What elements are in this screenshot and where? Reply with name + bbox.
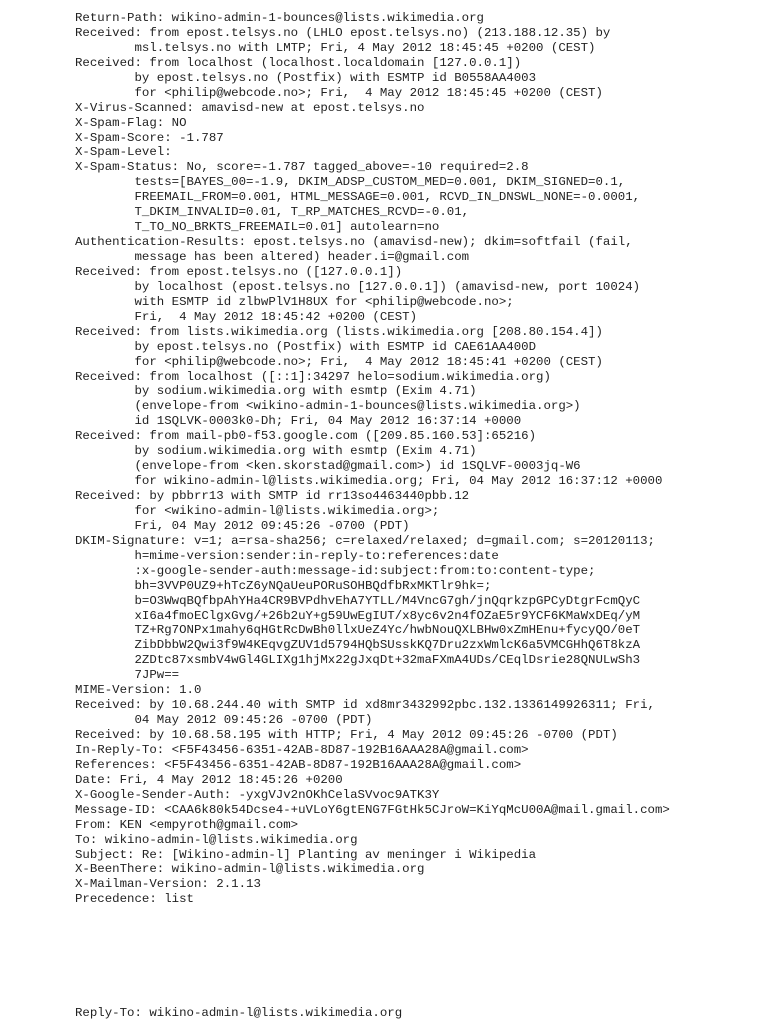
header-line: Fri, 4 May 2012 18:45:42 +0200 (CEST) — [75, 309, 418, 324]
header-line: FREEMAIL_FROM=0.001, HTML_MESSAGE=0.001, RCVD_IN_DNSWL_NONE=-0.0001, — [75, 190, 641, 205]
header-line: (envelope-from <ken.skorstad@gmail.com>) id 1SQLVF-0003jq-W6 — [75, 459, 581, 474]
header-line: 7JPw== — [75, 668, 180, 683]
header-line: 2ZDtc87xsmbV4wGl4GLIXg1hjMx22gJxqDt+32maFXmA4UDs/CEqlDsrie28QNULwSh3 — [75, 653, 641, 668]
header-line: Received: from localhost ([::1]:34297 helo=sodium.wikimedia.org) — [75, 369, 551, 384]
header-line: Authentication-Results: epost.telsys.no (amavisd-new); dkim=softfail (fail, — [75, 235, 633, 250]
header-line: id 1SQLVK-0003k0-Dh; Fri, 04 May 2012 16:37:14 +0000 — [75, 414, 522, 429]
header-line: In-Reply-To: <F5F43456-6351-42AB-8D87-192B16AAA28A@gmail.com> — [75, 742, 529, 757]
header-line: with ESMTP id zlbwPlV1H8UX for <philip@webcode.no>; — [75, 294, 514, 309]
header-line: message has been altered) header.i=@gmail.com — [75, 250, 470, 264]
header-line: Received: by 10.68.58.195 with HTTP; Fri, 4 May 2012 09:45:26 -0700 (PDT) — [75, 728, 618, 742]
header-line: for <philip@webcode.no>; Fri, 4 May 2012 18:45:45 +0200 (CEST) — [75, 85, 603, 100]
header-line: Date: Fri, 4 May 2012 18:45:26 +0200 — [75, 772, 343, 787]
header-line: References: <F5F43456-6351-42AB-8D87-192B16AAA28A@gmail.com> — [75, 757, 522, 772]
header-line: DKIM-Signature: v=1; a=rsa-sha256; c=relaxed/relaxed; d=gmail.com; s=20120113; — [75, 533, 655, 548]
header-line: X-Spam-Status: No, score=-1.787 tagged_above=-10 required=2.8 — [75, 160, 529, 175]
header-line: bh=3VVP0UZ9+hTcZ6yNQaUeuPORuSOHBQdfbRxMKTlr9hk=; — [75, 578, 492, 593]
header-line: X-Spam-Flag: NO — [75, 115, 187, 130]
header-line: (envelope-from <wikino-admin-1-bounces@lists.wikimedia.org>) — [75, 399, 581, 414]
header-line: by localhost (epost.telsys.no [127.0.0.1]) (amavisd-new, port 10024) — [75, 279, 641, 294]
header-line: X-Mailman-Version: 2.1.13 — [75, 877, 261, 892]
email-raw-headers — [75, 11, 670, 907]
header-line: Received: from epost.telsys.no (LHLO epost.telsys.no) (213.188.12.35) by — [75, 25, 611, 40]
header-line: by epost.telsys.no (Postfix) with ESMTP id CAE61AA400D — [75, 339, 537, 354]
header-line: Precedence: list — [75, 892, 194, 907]
header-line: Received: from lists.wikimedia.org (lists.wikimedia.org [208.80.154.4]) — [75, 324, 603, 339]
header-line: by sodium.wikimedia.org with esmtp (Exim 4.71) — [75, 384, 477, 399]
header-line: msl.telsys.no with LMTP; Fri, 4 May 2012 18:45:45 +0200 (CEST) — [75, 40, 596, 55]
header-line: X-BeenThere: wikino-admin-l@lists.wikimedia.org — [75, 862, 425, 877]
header-line: X-Spam-Level: — [75, 145, 172, 160]
header-line: X-Spam-Score: -1.787 — [75, 130, 224, 145]
header-line: xI6a4fmoEClgxGvg/+26b2uY+g59UwEgIUT/x8yc6v2n4fOZaE5r9YCF6KMaWxDEq/yM — [75, 608, 641, 623]
header-line: :x-google-sender-auth:message-id:subject:from:to:content-type; — [75, 563, 596, 578]
header-line: for wikino-admin-l@lists.wikimedia.org; Fri, 04 May 2012 16:37:12 +0000 — [75, 474, 663, 489]
header-line: for <philip@webcode.no>; Fri, 4 May 2012 18:45:41 +0200 (CEST) — [75, 354, 603, 369]
header-line: Received: from localhost (localhost.localdomain [127.0.0.1]) — [75, 55, 522, 70]
header-line: From: KEN <empyroth@gmail.com> — [75, 817, 299, 832]
header-line: TZ+Rg7ONPx1mahy6qHGtRcDwBh0llxUeZ4Yc/hwbNouQXLBHw0xZmHEnu+fycyQO/0eT — [75, 623, 641, 638]
header-line: 04 May 2012 09:45:26 -0700 (PDT) — [75, 713, 373, 728]
header-line: Received: from epost.telsys.no ([127.0.0.1]) — [75, 264, 403, 279]
header-line: T_DKIM_INVALID=0.01, T_RP_MATCHES_RCVD=-0.01, — [75, 205, 470, 220]
header-line: Received: by 10.68.244.40 with SMTP id xd8mr3432992pbc.132.1336149926311; Fri, — [75, 698, 655, 713]
header-line: tests=[BAYES_00=-1.9, DKIM_ADSP_CUSTOM_MED=0.001, DKIM_SIGNED=0.1, — [75, 175, 626, 190]
header-line: X-Virus-Scanned: amavisd-new at epost.telsys.no — [75, 100, 425, 115]
header-line: T_TO_NO_BRKTS_FREEMAIL=0.01] autolearn=no — [75, 220, 440, 235]
header-line: Subject: Re: [Wikino-admin-l] Planting av meninger i Wikipedia — [75, 847, 537, 862]
header-line: for <wikino-admin-l@lists.wikimedia.org>; — [75, 503, 440, 518]
header-line: Message-ID: <CAA6k80k54Dcse4-+uVLoY6gtENG7FGtHk5CJroW=KiYqMcU00A@mail.gmail.com> — [75, 802, 670, 817]
header-line: by sodium.wikimedia.org with esmtp (Exim 4.71) — [75, 444, 477, 459]
header-line: Fri, 04 May 2012 09:45:26 -0700 (PDT) — [75, 518, 410, 533]
header-line: MIME-Version: 1.0 — [75, 683, 202, 698]
header-line: b=O3WwqBQfbpAhYHa4CR9BVPdhvEhA7YTLL/M4VncG7gh/jnQqrkzpGPCyDtgrFcmQyC — [75, 593, 641, 608]
header-line: X-Google-Sender-Auth: -yxgVJv2nOKhCelaSVvoc9ATK3Y — [75, 787, 440, 802]
header-line: by epost.telsys.no (Postfix) with ESMTP id B0558AA4003 — [75, 70, 537, 85]
header-line: h=mime-version:sender:in-reply-to:references:date — [75, 548, 499, 563]
header-line: Return-Path: wikino-admin-1-bounces@lists.wikimedia.org — [75, 11, 484, 25]
header-line: Received: from mail-pb0-f53.google.com ([209.85.160.53]:65216) — [75, 429, 537, 444]
reply-to-header-line: Reply-To: wikino-admin-l@lists.wikimedia.org — [75, 1006, 403, 1020]
header-line: Received: by pbbrr13 with SMTP id rr13so4463440pbb.12 — [75, 489, 470, 503]
header-line: ZibDbbW2Qwi3f9W4KEqvgZUV1d5794HQbSUsskKQ7Dru2zxWmlcK6a5VMCGHhQ6T8kzA — [75, 638, 641, 653]
header-line: To: wikino-admin-l@lists.wikimedia.org — [75, 832, 358, 847]
